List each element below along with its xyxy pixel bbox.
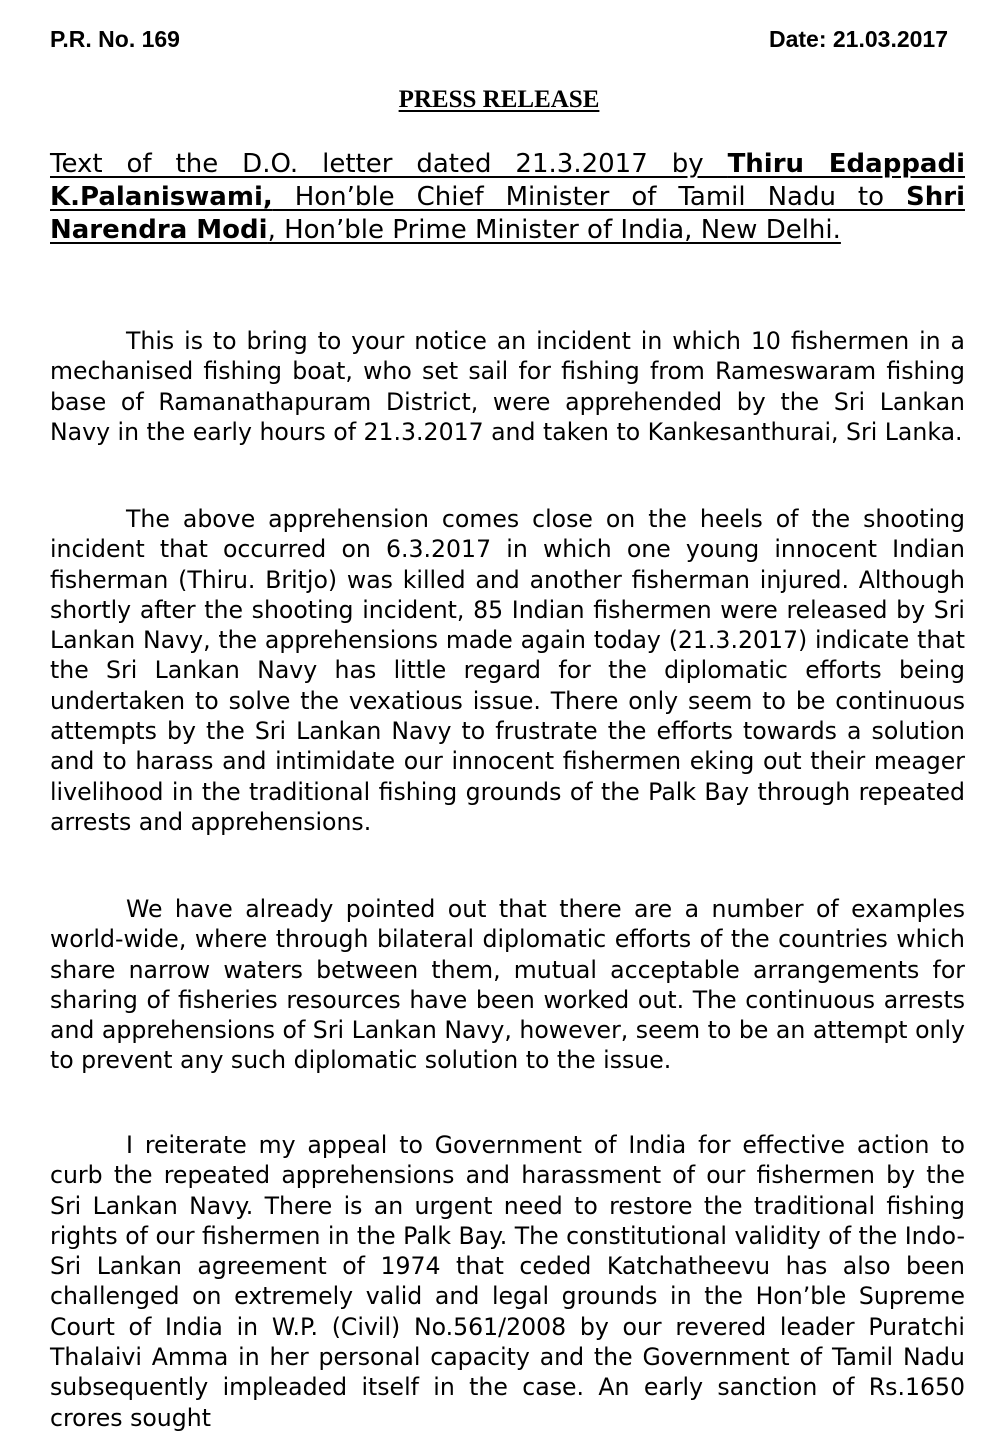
body-paragraph: We have already pointed out that there are a number of examples world-wide, where through bilateral diplomatic efforts of the countries which share narrow waters between them, mutual acceptable arrangements for sharing of fisheries resources have been worked out. The continuous arrests and apprehensions of Sri Lankan Navy, however, seem to be an attempt only to prevent any such diplomatic solution to the issue. bbox=[50, 895, 965, 1075]
sender-title: Hon’ble Chief Minister of Tamil Nadu to bbox=[272, 182, 907, 212]
body-paragraph: I reiterate my appeal to Government of India for effective action to curb the repeated apprehensions and harassment of our fishermen by the Sri Lankan Navy. There is an urgent need to restore the traditional fishing rights of our fishermen in the Palk Bay. The constitutional validity of the Indo-Sri Lankan agreement of 1974 that ceded Katchatheevu has also been challenged on extremely valid and legal grounds in the Hon’ble Supreme Court of India in W.P. (Civil) No.561/2008 by our revered leader Puratchi Thalaivi Amma in her personal capacity and the Government of Tamil Nadu subsequently impleaded itself in the case. An early sanction of Rs.1650 crores sought bbox=[50, 1131, 965, 1432]
intro-prefix: Text of the D.O. letter dated 21.3.2017 by bbox=[50, 149, 728, 179]
letter-intro bbox=[50, 148, 965, 247]
release-date: Date: 21.03.2017 bbox=[768, 26, 948, 52]
recipient-name: Shri Narendra Modi bbox=[50, 182, 965, 245]
body-paragraph: The above apprehension comes close on the heels of the shooting incident that occurred on 6.3.2017 in which one young innocent Indian fisherman (Thiru. Britjo) was killed and another fisherman injured. Although shortly after the shooting incident, 85 Indian fishermen were released by Sri Lankan Navy, the apprehensions made again today (21.3.2017) indicate that the Sri Lankan Navy has little regard for the diplomatic efforts being undertaken to solve the vexatious issue. There only seem to be continuous attempts by the Sri Lankan Navy to frustrate the efforts towards a solution and to harass and intimidate our innocent fishermen eking out their meager livelihood in the traditional fishing grounds of the Palk Bay through repeated arrests and apprehensions. bbox=[50, 505, 965, 836]
body-paragraph: This is to bring to your notice an incident in which 10 fishermen in a mechanised fishing boat, who set sail for fishing from Rameswaram fishing base of Ramanathapuram District, were apprehended by the Sri Lankan Navy in the early hours of 21.3.2017 and taken to Kankesanthurai, Sri Lanka. bbox=[50, 327, 965, 446]
press-release-number: P.R. No. 169 bbox=[50, 26, 180, 52]
page-title: PRESS RELEASE bbox=[398, 86, 600, 113]
sender-name: Thiru Edappadi K.Palaniswami, bbox=[50, 149, 966, 212]
recipient-title: , Hon’ble Prime Minister of India, New Delhi. bbox=[267, 215, 841, 245]
